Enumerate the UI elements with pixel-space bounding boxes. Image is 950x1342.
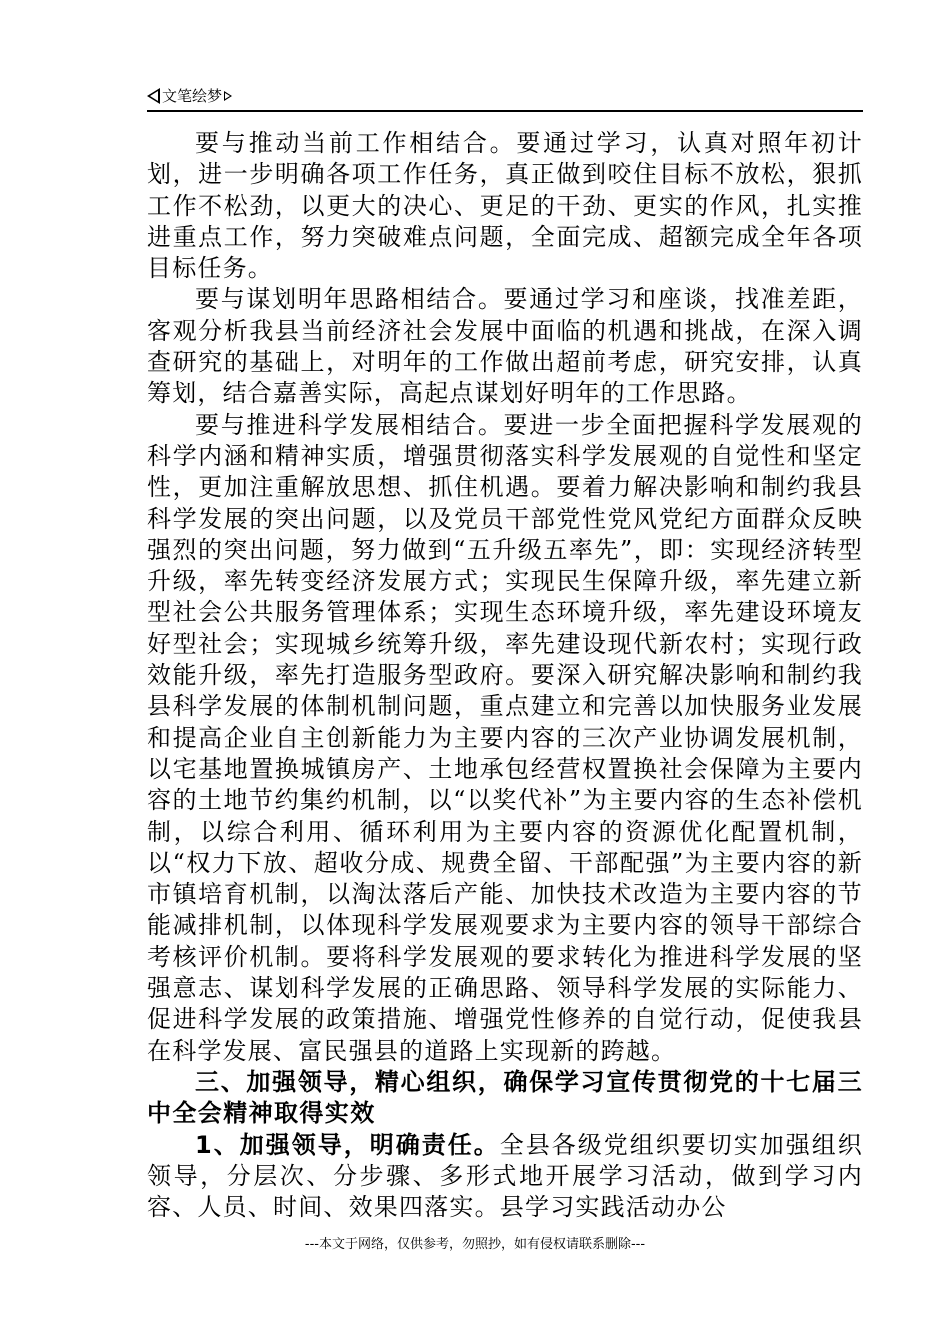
page-header — [147, 86, 863, 112]
paragraph-scientific-development: 要与推进科学发展相结合。要进一步全面把握科学发展观的科学内涵和精神实质，增强贯彻落实科学发展观的自觉性和坚定性，更加注重解放思想、抓住机遇。要着力解决影响和制约我县科学发展的突出问题，以及党员干部党性党风党纪方面群众反映强烈的突出问题，努力做到“五升级五率先”，即：实现经济转型升级，率先转变经济发展方式；实现民生保障升级，率先建立新型社会公共服务管理体系；实现生态环境升级，率先建设环境友好型社会；实现城乡统筹升级，率先建设现代新农村；实现行政效能升级，率先打造服务型政府。要深入研究解决影响和制约我县科学发展的体制机制问题，重点建立和完善以加快服务业发展和提高企业自主创新能力为主要内容的三次产业协调发展机制，以宅基地置换城镇房产、土地承包经营权置换社会保障为主要内容的土地节约集约机制，以“以奖代补”为主要内容的生态补偿机制，以综合利用、循环利用为主要内容的资源优化配置机制，以“权力下放、超收分成、规费全留、干部配强”为主要内容的新市镇培育机制，以淘汰落后产能、加快技术改造为主要内容的节能减排机制，以体现科学发展观要求为主要内容的领导干部综合考核评价机制。要将科学发展观的要求转化为推进科学发展的坚强意志、谋划科学发展的正确思路、领导科学发展的实际能力、促进科学发展的政策措施、增强党性修养的自觉行动，促使我县在科学发展、富民强县的道路上实现新的跨越。 — [147, 410, 863, 1065]
paragraph-lead-text: 1、加强领导，明确责任。 — [195, 1130, 500, 1159]
paragraph-leadership — [147, 1130, 863, 1224]
header-brand — [147, 86, 232, 106]
paragraph-next-year-plan: 要与谋划明年思路相结合。要通过学习和座谈，找准差距，客观分析我县当前经济社会发展中面临的机遇和挑战，在深入调查研究的基础上，对明年的工作做出超前考虑，研究安排，认真筹划，结合嘉善实际，高起点谋划好明年的工作思路。 — [147, 285, 863, 408]
triangle-left-icon — [147, 88, 160, 104]
paragraph-body-text: 全县各级党组织要切实加强组织领导，分层次、分步骤、多形式地开展学习活动，做到学习内容、人员、时间、效果四落实。县学习实践活动办公 — [147, 1130, 863, 1222]
page-footer-note: ---本文于网络，仅供参考，勿照抄，如有侵权请联系删除--- — [304, 1237, 646, 1252]
header-brand-text: 文笔绘梦 — [162, 87, 223, 105]
triangle-right-icon — [224, 91, 232, 101]
paragraph-current-work: 要与推动当前工作相结合。要通过学习，认真对照年初计划，进一步明确各项工作任务，真正做到咬住目标不放松，狠抓工作不松劲，以更大的决心、更足的干劲、更实的作风，扎实推进重点工作，努力突破难点问题，全面完成、超额完成全年各项目标任务。 — [147, 129, 863, 283]
section-heading: 三、加强领导，精心组织，确保学习宣传贯彻党的十七届三中全会精神取得实效 — [147, 1067, 863, 1128]
document-body — [147, 128, 863, 1223]
